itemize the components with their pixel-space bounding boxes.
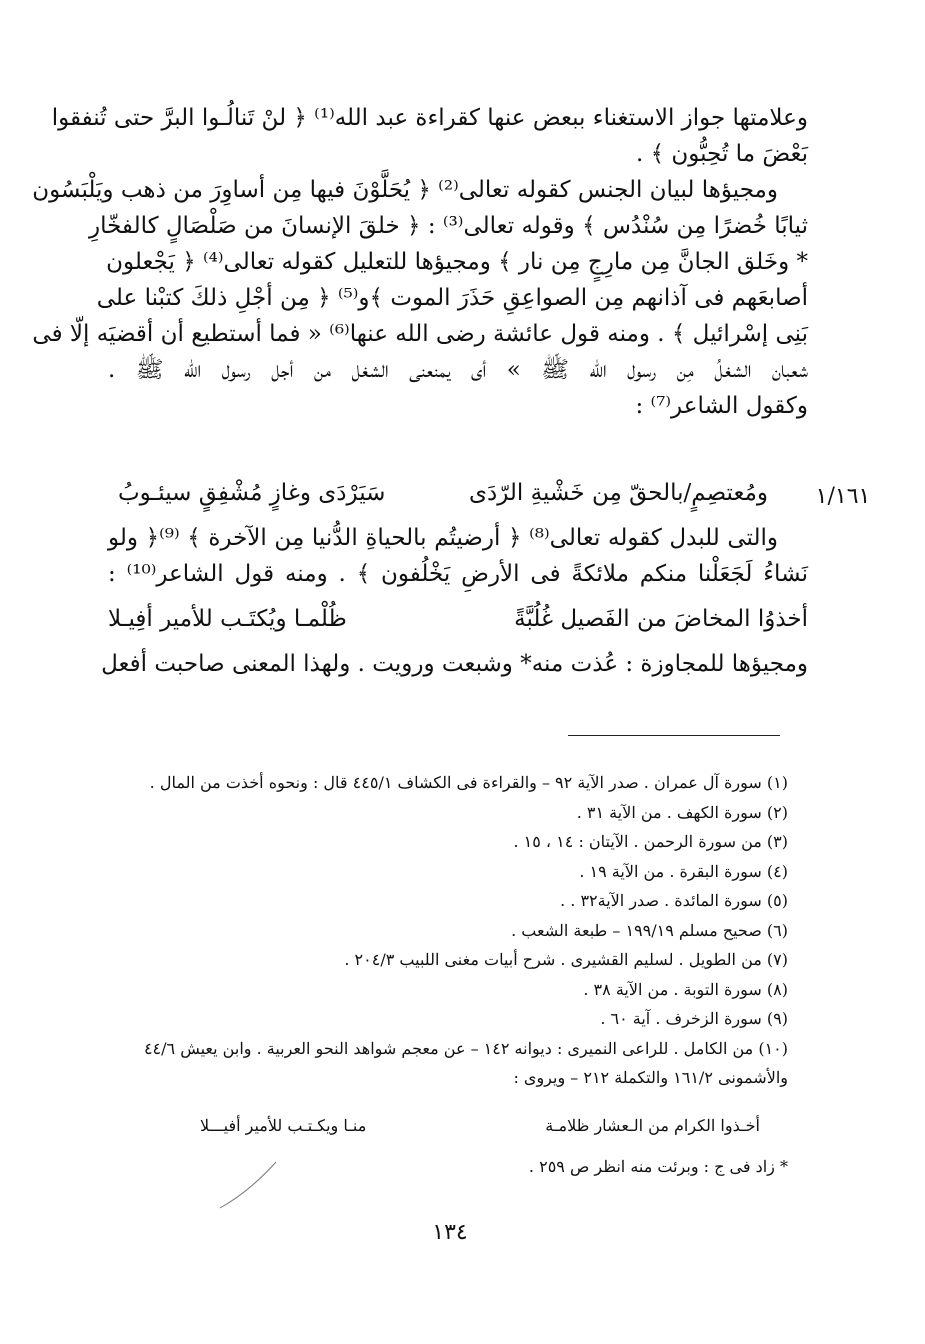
text-line: ومجيؤها للمجاوزة : عُذت منه* وشبعت ورويت . ولهذا المعنى صاحبت أفعل (101, 651, 808, 677)
page-number: ١٣٤ (432, 1220, 468, 1245)
footnote-addendum (108, 1152, 788, 1182)
main-text-block-3 (101, 646, 808, 682)
text-line: وعلامتها جواز الاستغناء ببعض عنها كقراءة عبد الله⁽¹⁾ ﴿ لنْ تَنالُـوا البرَّ حتى تُنفقوا (51, 105, 808, 131)
text-line: نَشاءُ لَجَعَلْنا منكم ملائكةً فى الأرضِ يَخْلُفون ﴾ . ومنه قول الشاعر⁽¹⁰⁾ : (108, 561, 808, 587)
text-line: * وخَلق الجانَّ مِن مارِجٍ مِن نار ﴾ ومجيؤها للتعليل كقوله تعالى⁽⁴⁾ ﴿ يَجْعلون (106, 249, 808, 275)
text-line: بَعْضَ ما تُحِبُّون ﴾ . (636, 141, 808, 167)
verse-second-hemistich: سَيَرْدَى وغازٍ مُشْفِقٍ سيئـوبُ (118, 480, 386, 506)
main-text-block-1 (32, 100, 808, 424)
text-line: شعبان الشغلُ مِن رسول الله ﷺ » أى يمنعنى الشغل من أجل رسول الله ﷺ . (108, 357, 808, 383)
verse-first-hemistich: أخذوُا المخاضَ من الفَصيل غُلُبَّةً (514, 606, 808, 632)
footnote: * زاد فى ج : وبرئت منه انظر ص ٢٥٩ . (528, 1157, 788, 1176)
text-line: والتى للبدل كقوله تعالى⁽⁸⁾ ﴿ أرضيتُم بالحياةِ الدُّنيا مِن الآخرة ﴾ ⁽⁹⁾﴿ ولو (108, 525, 778, 551)
verse-second-hemistich: ظُلْمـا ويُكتَـب للأمير أفِيـلا (108, 606, 347, 632)
verse-second-hemistich: منـا ويكـتـب للأمير أفيـــلا (200, 1116, 367, 1135)
footnote: (٧) من الطويل . لسليم القشيرى . شرح أبيات مغنى اللبيب ٢٠٤/٣ . (344, 950, 788, 969)
footnote: (١٠) من الكامل . للراعى النميرى : ديوانه ١٤٢ – عن معجم شواهد النحو العربية . وابن يعيش ٤٤/٦ (143, 1038, 788, 1058)
footnote-verse (200, 1116, 760, 1135)
footnotes (108, 768, 788, 1093)
margin-folio-reference: ١/١٦١ (815, 484, 871, 509)
main-text-block-2 (108, 520, 808, 592)
footnote: (٨) سورة التوبة . من الآية ٣٨ . (583, 979, 788, 999)
text-line: أصابعَهم فى آذانهم مِن الصواعِقِ حَذَرَ الموت ﴾و⁽⁵⁾ ﴿ مِن أجْلِ ذلكَ كتبْنا على (96, 285, 808, 311)
footnote: (١) سورة آل عمران . صدر الآية ٩٢ – والقراءة فى الكشاف ٤٤٥/١ قال : ونحوه أخذت من المال . (149, 773, 788, 792)
text-line: بَنِى إسْرائيل ﴾ . ومنه قول عائشة رضى الله عنها⁽⁶⁾ « فما أستطيع أن أقضيَه إلّا فى (32, 321, 808, 347)
footnote: (٢) سورة الكهف . من الآية ٣١ . (576, 802, 788, 822)
text-line: ومجيؤها لبيان الجنس كقوله تعالى⁽²⁾ ﴿ يُحَلَّوْنَ فيها مِن أساوِرَ من ذهب ويَلْبَسُون (32, 177, 778, 203)
verse-first-hemistich: ومُعتصِمٍ/بالحقّ مِن خَشْيةِ الرّدَى (468, 480, 768, 506)
text-line: ثيابًا خُضرًا مِن سُنْدُس ﴾ وقوله تعالى⁽³⁾ : ﴿ خلقَ الإنسانَ من صَلْصَالٍ كالفخّارِ (88, 213, 808, 239)
footnote-separator-rule (568, 735, 780, 736)
footnote: والأشمونى ١٦١/٢ والتكملة ٢١٢ – ويروى : (513, 1068, 788, 1087)
footnote: (٦) صحيح مسلم ١٩٩/١٩ – طبعة الشعب . (511, 920, 788, 940)
footnote: (٤) سورة البقرة . من الآية ١٩ . (579, 861, 788, 881)
footnote: (٩) سورة الزخرف . آية ٦٠ . (600, 1009, 788, 1028)
footnote: (٥) سورة المائدة . صدر الآية٣٢ . . (560, 891, 788, 910)
text-line: وكقول الشاعر⁽⁷⁾ : (635, 393, 808, 419)
poetry-verse-1 (108, 480, 808, 506)
stray-pen-mark (218, 1160, 278, 1210)
poetry-verse-2 (108, 606, 808, 632)
footnote: (٣) من سورة الرحمن . الآيتان : ١٤ ، ١٥ . (513, 832, 788, 851)
verse-first-hemistich: أخـذوا الكرام من الـعشار ظلامـة (545, 1116, 760, 1135)
